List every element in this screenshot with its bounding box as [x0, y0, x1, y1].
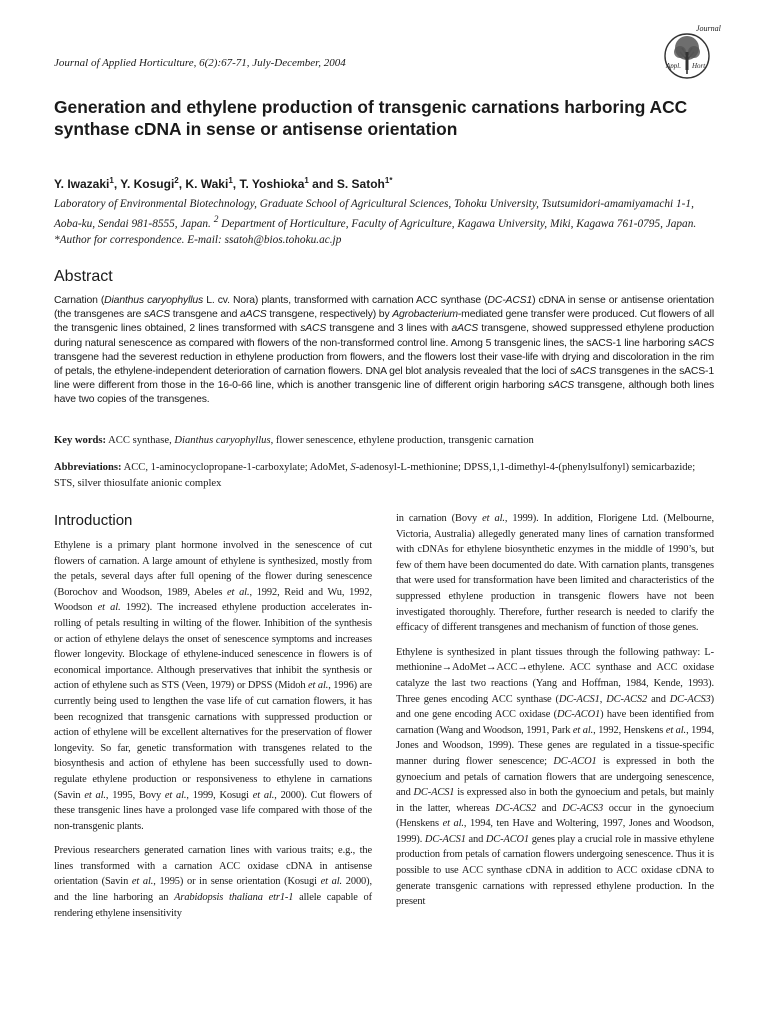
author-affiliation-mark: 1* — [384, 176, 393, 185]
journal-citation: Journal of Applied Horticulture, 6(2):67-71, July-December, 2004 — [54, 57, 346, 69]
introduction-heading: Introduction — [54, 512, 133, 529]
logo-text-left: Appl. — [666, 62, 681, 70]
body-column-left — [54, 538, 372, 930]
paragraph: Ethylene is a primary plant hormone involved in the senescence of cut flowers of carnation. A large amount of ethylene is synthesized, mostly from the petals, several days after full opening of the flower during senescence (Borochov and Woodson, 1989, Abeles et al., 1992, Reid and Wu, 1992, Woodson et al. 1992). The increased ethylene production accelerates in-rolling of petals resulting in wilting of the flower. Inhibition of the synthesis or action of ethylene delays the onset of senescence symptoms and increases flower longevity. Blockage of ethylene-induced senescence in flowers is of economical importance. Although preservatives that inhibit the synthesis or action of ethylene such as STS (Veen, 1979) or DPSS (Midoh et al., 1996) are currently being used to lengthen the vase life of cut carnation flowers, it has been recognized that transgenic carnations with suppressed production or action of ethylene will be excellent alternatives for the preservation of flower longevity. So far, genetic transformation with transgenes related to the biosynthesis and action of ethylene has been successfully used to down-regulate ethylene production or responsiveness to ethylene in carnations (Savin et al., 1995, Bovy et al., 1999, Kosugi et al., 2000). Cut flowers of these transgenic lines have a prolonged vase life compared with those of the non-transgenic plants. — [54, 540, 372, 832]
abbreviations: Abbreviations: ACC, 1-aminocyclopropane-1-carboxylate; AdoMet, S-adenosyl-L-methionine; DPSS,1,1-dimethyl-4-(phenylsulfonyl) semicarbazide; STS, silver thiosulfate anionic complex — [54, 462, 696, 489]
author-affiliation-mark: 1 — [228, 176, 233, 185]
affiliation-2: Department of Horticulture, Faculty of Agriculture, Kagawa University, Miki, Kagawa 761-0795, Japan. *Author for correspondence. E-mail: ssatoh@bios.tohoku.ac.jp — [54, 217, 697, 246]
author-name: S. Satoh — [336, 177, 385, 191]
author-name: K. Waki — [185, 177, 229, 191]
author-conjunction: and — [312, 177, 334, 191]
affiliation-mark: 2 — [213, 215, 219, 225]
logo-text-top: Journal — [696, 24, 721, 33]
author-name: T. Yoshioka — [239, 177, 305, 191]
paragraph: Ethylene is synthesized in plant tissues through the following pathway: L-methionine→AdoMet→ACC→ethylene. ACC synthase and ACC oxidase catalyze the last two reactions (Yang and Hoffman, 1984, Kende, 1993). Three genes encoding ACC synthase (DC-ACS1, DC-ACS2 and DC-ACS3) and one gene encoding ACC oxidase (DC-ACO1) have been identified from carnation (Wang and Woodson, 1991, Park et al., 1992, Henskens et al., 1994, Jones and Woodson, 1999). These genes are regulated in a tissue-specific manner during flower senescence; DC-ACO1 is expressed in both the gynoecium and petals of carnation flowers that are undergoing senescence, and DC-ACS1 is expressed also in both the gynoecium and petals, but mainly in the latter, whereas DC-ACS2 and DC-ACS3 occur in the gynoecium (Henskens et al., 1994, ten Have and Woltering, 1997, Jones and Woodson, 1999). DC-ACS1 and DC-ACO1 genes play a crucial role in massive ethylene production from petals of carnation flowers undergoing senescence. Thus it is possible to use ACC synthase cDNA in addition to ACC oxidase cDNA to generate transgenic carnations with repressed ethylene production. In the present — [396, 646, 715, 908]
paragraph — [396, 511, 714, 636]
affiliation-1: Laboratory of Environmental Biotechnology, Graduate School of Agricultural Sciences, Tohoku University, Tsutsumidori-amamiyamachi 1-1, Aoba-ku, Sendai 981-8555, Japan. — [54, 198, 694, 230]
author-affiliation-mark: 2 — [174, 176, 179, 185]
author-name: Y. Iwazaki — [54, 177, 110, 191]
abstract-heading: Abstract — [54, 268, 113, 285]
author-affiliation-mark: 1 — [304, 176, 309, 185]
logo-text-right: Hort. — [692, 62, 707, 70]
abbreviations-label: Abbreviations: — [54, 462, 122, 473]
abstract-body: Carnation (Dianthus caryophyllus L. cv. Nora) plants, transformed with carnation ACC synthase (DC-ACS1) cDNA in sense or antisense orientation (the transgenes are sACS transgene and aACS transgene, respectively) by Agrobacterium-mediated gene transfer were produced. Cut flowers of all the transgenic lines obtained, 2 lines transformed with sACS transgene and 3 lines with aACS transgene, showed suppressed ethylene production during natural senescence as compared with flowers of the non-transformed control line. Among 5 transgenic lines, the sACS-1 line harboring sACS transgene had the severest reduction in ethylene production from flowers, and the flowers lost their vase-life with drying and discoloration in the rim of petals, the ethylene-independent deterioration of carnation flowers. DNA gel blot analysis revealed that the loci of sACS transgenes in the sACS-1 line were different from those in the 16-0-66 line, which is another transgenic line of different origin harboring sACS transgene, although both lines have two copies of the transgenes. — [54, 295, 714, 406]
author-affiliation-mark: 1 — [109, 176, 114, 185]
author-name: Y. Kosugi — [120, 177, 175, 191]
body-column-right — [396, 511, 714, 919]
author-affiliation — [54, 196, 714, 248]
keywords-label: Key words: — [54, 435, 107, 446]
article-title: Generation and ethylene production of transgenic carnations harboring ACC synthase cDNA in sense or antisense orientation — [54, 97, 688, 139]
keywords: Key words: ACC synthase, Dianthus caryophyllus, flower senescence, ethylene production, transgenic carnation — [54, 435, 534, 446]
paragraph-continuation: in carnation (Bovy et al., 1999). In addition, Florigene Ltd. (Melbourne, Victoria, Australia) allegedly generated many lines of carnation transformed with cDNAs for ethylene biosynthetic enzymes in the middle of 1990’s, but few of them have been documented do date. With carnation plants, transgenes that were used for transformation have been limited and characteristics of the suppressed ethylene production in transgenic flowers have not been investigated thoroughly. Therefore, further research is needed to clarify the efficacy of different transgenes and mechanism of function of those genes. — [396, 513, 715, 634]
journal-logo — [656, 22, 721, 84]
author-list: Y. Iwazaki$^1$, Y. Kosugi$^2$, K. Waki$^1$, T. Yoshioka$^1$ and S. Satoh$^{1*}$ — [54, 176, 393, 191]
paragraph: Previous researchers generated carnation lines with various traits; e.g., the lines transformed with a carnation ACC oxidase cDNA in antisense orientation (Savin et al., 1995) or in sense orientation (Kosugi et al. 2000), and the line harboring an Arabidopsis thaliana etr1-1 allele capable of rendering ethylene insensitivity — [54, 845, 373, 919]
